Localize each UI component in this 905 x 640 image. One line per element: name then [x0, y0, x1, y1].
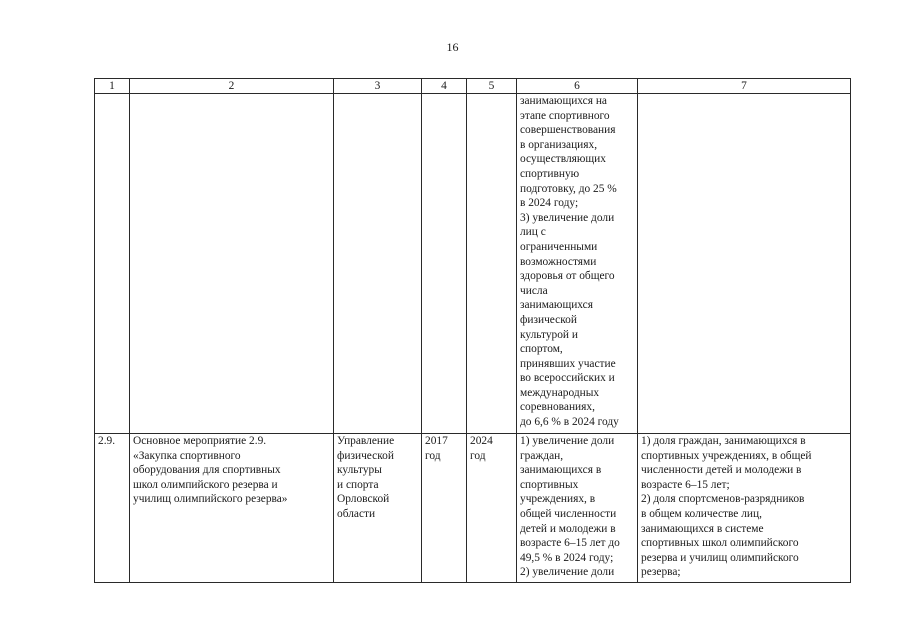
column-header-3: 3	[334, 79, 422, 94]
column-header-1: 1	[95, 79, 130, 94]
end-year-cell: 2024 год	[467, 434, 517, 583]
table-row	[95, 94, 851, 434]
row-number-cell: 2.9.	[95, 434, 130, 583]
column-header-7: 7	[638, 79, 851, 94]
expected-result-cell: занимающихся на этапе спортивного совершенствования в организациях, осуществляющих спортивную подготовку, до 25 % в 2024 году; 3) увеличение доли лиц с ограниченными возможностями здоровья от общего числа занимающихся физической культурой и спортом, принявших участие во всероссийских и международных соревнованиях, до 6,6 % в 2024 году	[517, 94, 638, 434]
row-number-cell	[95, 94, 130, 434]
event-cell: Основное мероприятие 2.9. «Закупка спортивного оборудования для спортивных школ олимпийского резерва и училищ олимпийского резерва»	[130, 434, 334, 583]
executor-cell	[334, 94, 422, 434]
indicators-cell: 1) доля граждан, занимающихся в спортивных учреждениях, в общей численности детей и молодежи в возрасте 6–15 лет; 2) доля спортсменов-разрядников в общем количестве лиц, занимающихся в системе спортивных школ олимпийского резерва и училищ олимпийского резерва;	[638, 434, 851, 583]
column-header-4: 4	[422, 79, 467, 94]
indicators-cell	[638, 94, 851, 434]
expected-result-cell: 1) увеличение доли граждан, занимающихся в спортивных учреждениях, в общей численности детей и молодежи в возрасте 6–15 лет до 49,5 % в 2024 году; 2) увеличение доли	[517, 434, 638, 583]
column-header-5: 5	[467, 79, 517, 94]
executor-cell: Управление физической культуры и спорта Орловской области	[334, 434, 422, 583]
table-row	[95, 434, 851, 583]
end-year-cell	[467, 94, 517, 434]
program-table	[94, 78, 851, 583]
page-number: 16	[446, 40, 459, 54]
column-header-2: 2	[130, 79, 334, 94]
table-header-row	[95, 79, 851, 94]
start-year-cell	[422, 94, 467, 434]
event-cell	[130, 94, 334, 434]
column-header-6: 6	[517, 79, 638, 94]
start-year-cell: 2017 год	[422, 434, 467, 583]
